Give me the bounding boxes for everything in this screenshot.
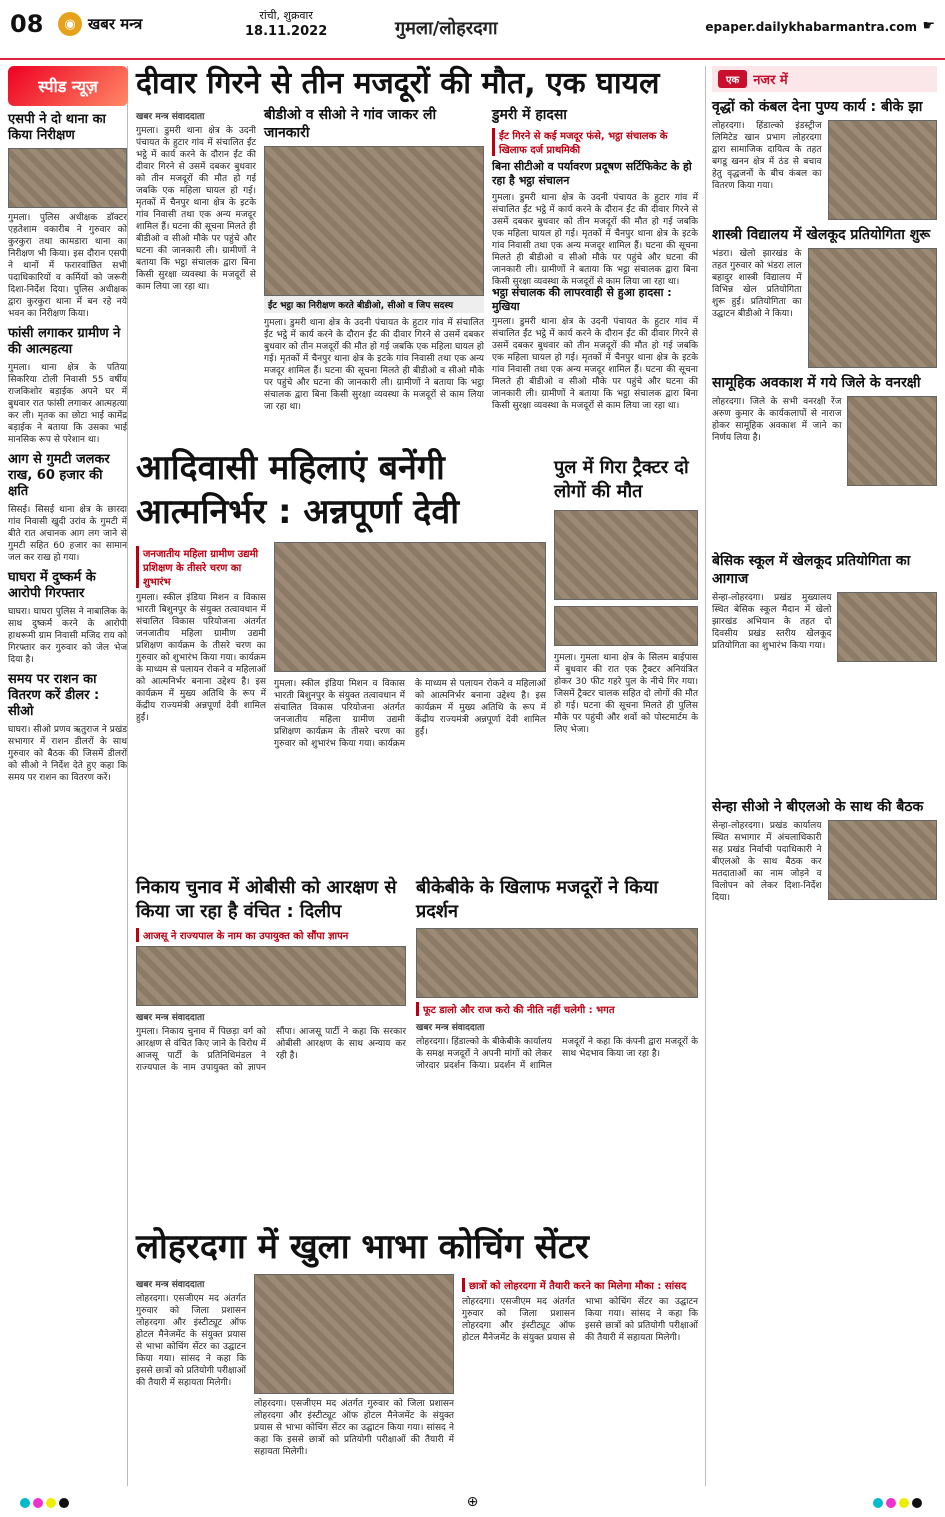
- brief-headline: सामूहिक अवकाश में गये जिले के वनरक्षी: [712, 375, 921, 391]
- color-registration-right: [873, 1493, 925, 1512]
- brief-body: सेन्हा-लोहरदगा। प्रखंड कार्यालय स्थित सभागार में अंचलाधिकारी सह प्रखंड निर्वाची पदाधिकारी ने बीएलओ के साथ बैठक कर मतदाताओं का नाम जोड़ने व विलोपन को लेकर दिशा-निर्देश दिया।: [712, 821, 822, 903]
- annapurna-devi-photo: [274, 542, 546, 672]
- left-story-headline: आग से गुमटी जलकर राख, 60 हजार की क्षति: [8, 452, 110, 499]
- ek-label: एक: [718, 70, 747, 88]
- protest-photo: [416, 928, 698, 998]
- speed-news-badge: स्पीड न्यूज़: [8, 66, 128, 106]
- coaching-centre-story: [136, 1226, 698, 1486]
- brick-kiln-photo: [264, 146, 484, 296]
- masthead: [0, 0, 945, 60]
- obc-headline: निकाय चुनाव में ओबीसी को आरक्षण से किया जा रहा है वंचित : दिलीप: [136, 877, 397, 922]
- left-story: [8, 112, 127, 320]
- coaching-body-cont: लोहरदगा। एसजीएम मद अंतर्गत गुरुवार को जिला प्रशासन लोहरदगा और इंस्टीट्यूट ऑफ होटल मैनेजमेंट के संयुक्त प्रयास से भाभा कोचिंग सेंटर का उद्घाटन किया गया। सांसद ने कहा कि इससे छात्रों को प्रतियोगी परीक्षाओं की तैयारी में सहायता मिलेगी।: [254, 1399, 454, 1457]
- sp-inspection-photo: [8, 148, 127, 208]
- epaper-link[interactable]: epaper.dailykhabarmantra.com: [705, 20, 917, 34]
- tribal-headline-1: आदिवासी महिलाएं बनेंगी: [136, 448, 445, 488]
- registration-marks: [0, 1493, 945, 1511]
- left-story-headline: फांसी लगाकर ग्रामीण ने की आत्महत्या: [8, 326, 121, 357]
- left-story-body: सिसई। सिसई थाना क्षेत्र के छारदा गांव निवासी खुदी उरांव के गुमटी में बीते रात अचानक आग लग जाने से गुमटी सहित 60 हजार का सामान जल कर राख हो गया।: [8, 505, 127, 563]
- left-story-headline: एसपी ने दो थाना का किया निरीक्षण: [8, 112, 106, 143]
- blo-meeting-photo: [828, 820, 938, 900]
- left-story-headline: घाघरा में दुष्कर्म के आरोपी गिरफ्तार: [8, 570, 96, 601]
- ek-nazar-banner: [712, 66, 937, 92]
- right-column-briefs: [705, 66, 937, 1486]
- top-story-deck: ईंट गिरने से कई मजदूर फंसे, भट्ठा संचालक के खिलाफ दर्ज प्राथमिकी: [492, 128, 698, 156]
- brand-name: खबर मन्त्र: [88, 15, 143, 33]
- bridge-body: गुमला। गुमला थाना क्षेत्र के सिलम बाईपास में बुधवार की रात एक ट्रैक्टर अनियंत्रित होकर 30 फीट गहरे पुल के नीचे गिर गया। जिसमें ट्रैक्टर चालक सहित दो लोगों की मौत हो गई। घटना की सूचना मिलते ही पुलिस मौके पर पहुंची और शवों को पोस्टमार्टम के लिए भेजा।: [554, 653, 698, 735]
- brief-story: [712, 98, 937, 220]
- brief-story: [712, 798, 937, 1020]
- left-story-body: गुमला। थाना क्षेत्र के पतिया सिकरिया टोली निवासी 55 वर्षीय राजकिशोर बड़ाईक अपने घर में बुधवार रात फांसी लगाकर आत्महत्या कर ली। मृतक का छोटा भाई कामेंद्र बड़ाईक ने बताया कि उसका भाई मानसिक रूप से परेशान था।: [8, 363, 127, 445]
- top-story-subhead-2: डुमरी में हादसा: [492, 107, 567, 123]
- tractor-photo: [554, 510, 698, 600]
- crosshair-icon: ⊕: [466, 1494, 479, 1510]
- top-story-subhead: बीडीओ व सीओ ने गांव जाकर ली जानकारी: [264, 107, 437, 141]
- brief-body: लोहरदगा। हिंडाल्को इंडस्ट्रीज लिमिटेड खान प्रभाग लोहरदगा द्वारा सामाजिक दायित्व के तहत बगडू खनन क्षेत्र में ठंड से बचाव हेतु वृद्धजनों के बीच कंबल का वितरण किया गया।: [712, 121, 822, 191]
- coaching-inauguration-photo: [254, 1274, 454, 1394]
- top-story-body-cont-2: गुमला। डुमरी थाना क्षेत्र के उदनी पंचायत के हुटार गांव में संचालित ईंट भट्ठे में कार्य करने के दौरान ईंट की दीवार गिरने से उसमें दबकर बुधवार को तीन मजदूरों की मौत हो गई जबकि एक महिला घायल हो गई। मृतकों में चैनपुर थाना क्षेत्र के इटके गांव निवासी तथा एक अन्य मजदूर शामिल हैं। घटना की सूचना मिलते ही बीडीओ व सीओ मौके पर पहुंचे और घटना की जानकारी ली। ग्रामीणों ने बताया कि भट्ठा संचालक द्वारा बिना किसी सुरक्षा व्यवस्था के मजदूरों से काम लिया जा रहा था।: [492, 193, 698, 287]
- coaching-headline: लोहरदगा में खुला भाभा कोचिंग सेंटर: [136, 1227, 589, 1267]
- bridge-headline: पुल में गिरा ट्रैक्टर दो लोगों की मौत: [554, 457, 689, 502]
- forest-guards-photo: [847, 396, 937, 486]
- brief-story: [712, 374, 937, 546]
- basic-school-sports-photo: [837, 592, 937, 662]
- bkb-headline: बीकेबीके के खिलाफ मजदूरों ने किया प्रदर्शन: [416, 877, 659, 922]
- brief-body: लोहरदगा। जिले के सभी वनरक्षी रेंज अरुण कुमार के कार्यकलापों से नाराज होकर सामूहिक अवकाश में जाने का निर्णय लिया है।: [712, 397, 842, 443]
- tribal-women-story: [136, 446, 546, 846]
- photo-caption: ईंट भट्ठा का निरीक्षण करते बीडीओ, सीओ व जिप सदस्य: [264, 296, 484, 313]
- bridge-accident-story: [554, 456, 698, 856]
- dateline: [245, 8, 327, 40]
- left-story: [8, 570, 127, 666]
- city-day: रांची, शुक्रवार: [259, 9, 313, 22]
- brief-story: [712, 552, 937, 792]
- left-column-speed-news: [8, 66, 128, 1486]
- brief-headline: बेसिक स्कूल में खेलकूद प्रतियोगिता का आगाज: [712, 553, 911, 587]
- hand-pointer-icon: ☛: [922, 18, 935, 34]
- sports-event-photo: [808, 248, 937, 368]
- coaching-body-cont-2: लोहरदगा। एसजीएम मद अंतर्गत गुरुवार को जिला प्रशासन लोहरदगा और इंस्टीट्यूट ऑफ होटल मैनेजमेंट के संयुक्त प्रयास से भाभा कोचिंग सेंटर का उद्घाटन किया गया। सांसद ने कहा कि इससे छात्रों को प्रतियोगी परीक्षाओं की तैयारी में सहायता मिलेगी।: [462, 1297, 698, 1343]
- bkb-protest-story: [416, 876, 698, 1216]
- top-story-body-cont: गुमला। डुमरी थाना क्षेत्र के उदनी पंचायत के हुटार गांव में संचालित ईंट भट्ठे में कार्य करने के दौरान ईंट की दीवार गिरने से उसमें दबकर बुधवार को तीन मजदूरों की मौत हो गई जबकि एक महिला घायल हो गई। मृतकों में चैनपुर थाना क्षेत्र के इटके गांव निवासी तथा एक अन्य मजदूर शामिल हैं। घटना की सूचना मिलते ही बीडीओ व सीओ मौके पर पहुंचे और घटना की जानकारी ली। ग्रामीणों ने बताया कि भट्ठा संचालक द्वारा बिना किसी सुरक्षा व्यवस्था के मजदूरों से काम लिया जा रहा था।: [264, 318, 484, 412]
- left-story-body: घाघरा। घाघरा पुलिस ने नाबालिक के साथ दुष्कर्म करने के आरोपी हाथरूमी ग्राम निवासी मजिद राय को गिरफ्तार कर गुरुवार को जेल भेज दिया है।: [8, 607, 127, 665]
- obc-story: [136, 876, 406, 1216]
- byline: खबर मन्त्र संवाददाता: [136, 112, 205, 122]
- tribal-headline-2: आत्मनिर्भर : अन्नपूर्णा देवी: [136, 492, 460, 532]
- left-story: [8, 326, 127, 446]
- issue-date: 18.11.2022: [245, 24, 328, 39]
- blanket-distribution-photo: [828, 120, 938, 220]
- brand[interactable]: [58, 12, 142, 36]
- byline: खबर मन्त्र संवाददाता: [136, 1280, 205, 1290]
- victims-photo: [554, 606, 698, 646]
- byline: खबर मन्त्र संवाददाता: [416, 1023, 485, 1033]
- brief-headline: शास्त्री विद्यालय में खेलकूद प्रतियोगिता शुरू: [712, 227, 931, 243]
- main-stories: [136, 66, 698, 1486]
- left-story-body: घाघरा। सीओ प्रणव ऋतुराज ने प्रखंड सभागार में राशन डीलरों के साथ गुरुवार को बैठक की जिसमें डीलरों को सीओ ने निर्देश देते हुए कहा कि समय पर राशन का वितरण करें।: [8, 725, 127, 783]
- brief-headline: वृद्धों को कंबल देना पुण्य कार्य : बीके झा: [712, 99, 923, 115]
- brief-body: भंडरा। खेलो झारखंड के तहत गुरुवार को भंडरा लाल बहादुर शास्त्री विद्यालय में विभिन्न खेल प्रतियोगिता शुरू हुई। प्रतियोगिता का उद्घाटन बीडीओ ने किया।: [712, 249, 802, 319]
- tribal-body-cont: गुमला। स्कील इंडिया मिशन व विकास भारती बिशुनपुर के संयुक्त तत्वावधान में संचालित विकास परियोजना अंतर्गत जनजातीय महिला ग्रामीण उद्यमी प्रशिक्षण कार्यक्रम के तीसरे चरण का गुरुवार को शुभारंभ किया गया। कार्यक्रम के माध्यम से पलायन रोकने व महिलाओं को आत्मनिर्भर बनाना उद्देश्य है। इस कार्यक्रम में मुख्य अतिथि के रूप में केंद्रीय राज्यमंत्री अन्नपूर्णा देवी शामिल हुईं।: [274, 679, 546, 749]
- obc-body: गुमला। निकाय चुनाव में पिछड़ा वर्ग को आरक्षण से वंचित किए जाने के विरोध में आजसू पार्टी के प्रतिनिधिमंडल ने राज्यपाल के नाम उपायुक्त को ज्ञापन सौंपा। आजसू पार्टी ने कहा कि सरकार ओबीसी आरक्षण के साथ अन्याय कर रही है।: [136, 1027, 406, 1073]
- byline: खबर मन्त्र संवाददाता: [136, 1013, 205, 1023]
- top-story-body: गुमला। डुमरी थाना क्षेत्र के उदनी पंचायत के हुटार गांव में संचालित ईंट भट्ठे में कार्य करने के दौरान ईंट की दीवार गिरने से उसमें दबकर बुधवार को तीन मजदूरों की मौत हो गई जबकि एक महिला घायल हो गई। मृतकों में चैनपुर थाना क्षेत्र के इटके गांव निवासी तथा एक अन्य मजदूर शामिल हैं। घटना की सूचना मिलते ही बीडीओ व सीओ मौके पर पहुंचे और घटना की जानकारी ली। ग्रामीणों ने बताया कि भट्ठा संचालक द्वारा बिना किसी सुरक्षा व्यवस्था के मजदूरों से काम लिया जा रहा था।: [136, 126, 256, 292]
- page-number: 08: [10, 10, 44, 38]
- section-title: गुमला/लोहरदगा: [395, 18, 498, 39]
- brief-headline: सेन्हा सीओ ने बीएलओ के साथ की बैठक: [712, 799, 924, 815]
- top-story-body-cont-3: गुमला। डुमरी थाना क्षेत्र के उदनी पंचायत के हुटार गांव में संचालित ईंट भट्ठे में कार्य करने के दौरान ईंट की दीवार गिरने से उसमें दबकर बुधवार को तीन मजदूरों की मौत हो गई जबकि एक महिला घायल हो गई। मृतकों में चैनपुर थाना क्षेत्र के इटके गांव निवासी तथा एक अन्य मजदूर शामिल हैं। घटना की सूचना मिलते ही बीडीओ व सीओ मौके पर पहुंचे और घटना की जानकारी ली। ग्रामीणों ने बताया कि भट्ठा संचालक द्वारा बिना किसी सुरक्षा व्यवस्था के मजदूरों से काम लिया जा रहा था।: [492, 317, 698, 411]
- top-story-subhead-3: बिना सीटीओ व पर्यावरण प्रदूषण सर्टिफिकेट के हो रहा है भट्ठा संचालन: [492, 160, 692, 187]
- ajsu-memo-photo: [136, 946, 406, 1006]
- brand-logo-icon: ◉: [58, 12, 82, 36]
- top-story-headline: दीवार गिरने से तीन मजदूरों की मौत, एक घायल: [136, 66, 660, 101]
- brief-body: सेन्हा-लोहरदगा। प्रखंड मुख्यालय स्थित बेसिक स्कूल मैदान में खेलो झारखंड अभियान के तहत दो दिवसीय प्रखंड स्तरीय खेलकूद प्रतियोगिता का शुभारंभ किया गया।: [712, 593, 832, 651]
- tribal-deck: जनजातीय महिला ग्रामीण उद्यमी प्रशिक्षण के तीसरे चरण का शुभारंभ: [136, 546, 266, 588]
- bkb-deck: फूट डालो और राज करो की नीति नहीं चलेगी : भगत: [416, 1002, 698, 1016]
- tribal-body: गुमला। स्कील इंडिया मिशन व विकास भारती बिशुनपुर के संयुक्त तत्वावधान में संचालित विकास परियोजना अंतर्गत जनजातीय महिला ग्रामीण उद्यमी प्रशिक्षण कार्यक्रम के तीसरे चरण का गुरुवार को शुभारंभ किया गया। कार्यक्रम के माध्यम से पलायन रोकने व महिलाओं को आत्मनिर्भर बनाना उद्देश्य है। इस कार्यक्रम में मुख्य अतिथि के रूप में केंद्रीय राज्यमंत्री अन्नपूर्णा देवी शामिल हुईं।: [136, 593, 266, 723]
- left-story: [8, 672, 127, 784]
- top-story-subhead-4: भट्ठा संचालक की लापरवाही से हुआ हादसा : मुखिया: [492, 286, 672, 313]
- brief-story: [712, 226, 937, 368]
- nazar-label: नजर में: [753, 73, 788, 88]
- left-story: [8, 452, 127, 564]
- color-registration-left: [20, 1493, 72, 1512]
- bkb-body: लोहरदगा। हिंडाल्को के बीकेबीके कार्यालय के समक्ष मजदूरों ने अपनी मांगों को लेकर जोरदार प्रदर्शन किया। प्रदर्शन में शामिल मजदूरों ने कहा कि कंपनी द्वारा मजदूरों के साथ भेदभाव किया जा रहा है।: [416, 1037, 698, 1071]
- left-story-headline: समय पर राशन का वितरण करें डीलर : सीओ: [8, 672, 100, 719]
- obc-deck: आजसू ने राज्यपाल के नाम का उपायुक्त को सौंपा ज्ञापन: [136, 928, 406, 942]
- coaching-deck: छात्रों को लोहरदगा में तैयारी करने का मिलेगा मौका : सांसद: [462, 1278, 698, 1292]
- left-story-body: गुमला। पुलिस अधीक्षक डॉक्टर एहतेशाम वकारीब ने गुरुवार को कुरकुरा तथा कामडारा थाना का निरीक्षण भी किया। इस दौरान एसपी ने थानों में फरारवांछित सभी पदाधिकारियों व कर्मियों को जरूरी दिशा-निर्देश दिया। पुलिस अधीक्षक द्वारा कुरकुरा थाना में बन रहे नये भवन का निरीक्षण किया।: [8, 213, 127, 319]
- coaching-body: लोहरदगा। एसजीएम मद अंतर्गत गुरुवार को जिला प्रशासन लोहरदगा और इंस्टीट्यूट ऑफ होटल मैनेजमेंट के संयुक्त प्रयास से भाभा कोचिंग सेंटर का उद्घाटन किया गया। सांसद ने कहा कि इससे छात्रों को प्रतियोगी परीक्षाओं की तैयारी में सहायता मिलेगी।: [136, 1294, 246, 1388]
- top-story: [136, 66, 698, 436]
